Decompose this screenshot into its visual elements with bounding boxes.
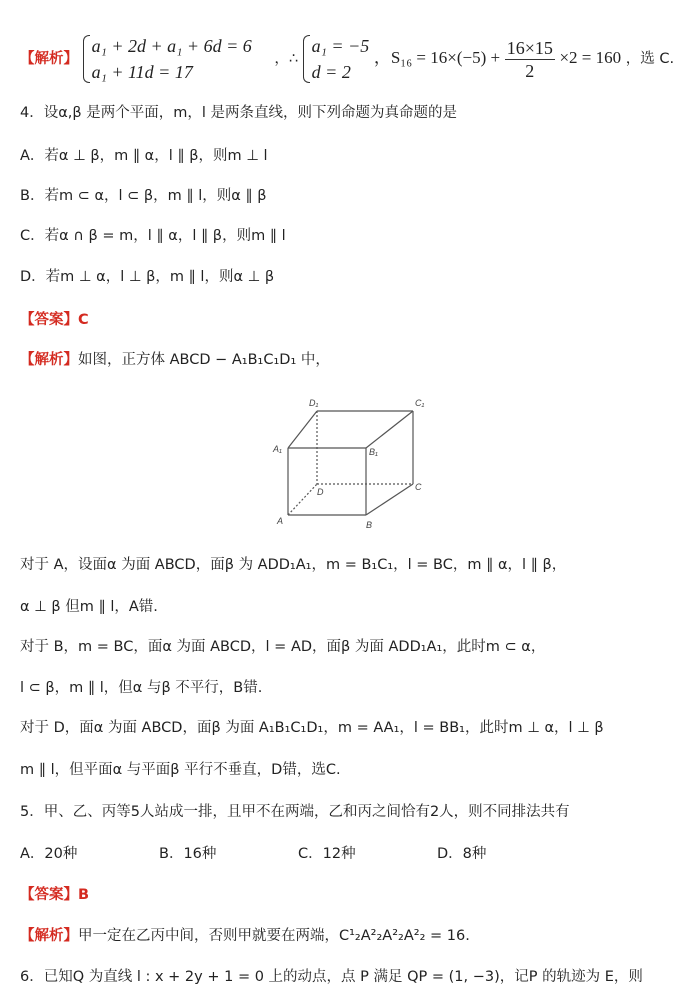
label-c: C <box>415 482 422 492</box>
q4-analysis-line-6: m ∥ l，但平面α 与平面β 平行不垂直，D错，选C. <box>20 762 341 778</box>
q4-analysis-line-4: l ⊂ β，m ∥ l，但α 与β 不平行，B错. <box>20 680 263 696</box>
label-c1: C₁ <box>415 398 425 408</box>
answer-value: C <box>78 312 89 328</box>
q4-analysis-intro: 【解析】如图，正方体 ABCD − A₁B₁C₁D₁ 中， <box>20 352 330 368</box>
equation-system-2: a₁ = −5 d = 2 <box>303 33 370 85</box>
q5-analysis: 【解析】甲一定在乙丙中间，否则甲就要在两端，C¹₂A²₂A²₂A²₂ = 16. <box>20 928 470 944</box>
q4-option-d: D．若m ⊥ α，l ⊥ β，m ∥ l，则α ⊥ β <box>20 269 275 285</box>
q3-solution <box>20 30 674 86</box>
label-d: D <box>317 487 324 497</box>
cube-figure <box>265 392 425 532</box>
label-b1: B₁ <box>369 447 378 457</box>
label-a: A <box>277 516 284 526</box>
answer-value: B <box>78 887 90 903</box>
q4-stem: 4．设α,β 是两个平面，m，l 是两条直线，则下列命题为真命题的是 <box>20 105 458 121</box>
fraction: $\frac{16\times 15}{2}$ <box>506 37 553 81</box>
q5-option-c: C．12种 <box>298 846 356 862</box>
q4-analysis-line-2: α ⊥ β 但m ∥ l，A错. <box>20 599 158 615</box>
q5-answer: 【答案】B <box>20 887 90 903</box>
label-a1: A₁ <box>273 444 282 454</box>
label-d1: D₁ <box>309 398 319 408</box>
label-b: B <box>366 520 373 530</box>
q4-answer: 【答案】C <box>20 312 89 328</box>
q4-analysis-line-5: 对于 D，面α 为面 ABCD，面β 为面 A₁B₁C₁D₁，m = AA₁，l = BB₁，此时m ⊥ α，l ⊥ β <box>20 720 604 736</box>
q5-option-b: B．16种 <box>159 846 217 862</box>
q4-option-c: C．若α ∩ β = m，l ∥ α，l ∥ β，则m ∥ l <box>20 228 286 244</box>
choice-text: ，选 C. <box>625 51 675 67</box>
q4-analysis-line-3: 对于 B，m = BC，面α 为面 ABCD，l = AD，面β 为面 ADD₁A₁，此时m ⊂ α， <box>20 639 546 655</box>
q5-option-d: D．8种 <box>437 846 487 862</box>
q4-analysis-line-1: 对于 A，设面α 为面 ABCD，面β 为 ADD₁A₁，m = B₁C₁，l = BC，m ∥ α，l ∥ β， <box>20 557 567 573</box>
equation-system-1: a₁ + 2d + a₁ + 6d = 6 a₁ + 11d = 17 <box>83 33 252 85</box>
analysis-tag: 【解析】 <box>20 51 78 67</box>
q5-stem: 5．甲、乙、丙等5人站成一排，且甲不在两端，乙和丙之间恰有2人，则不同排法共有 <box>20 804 570 820</box>
q6-stem: 6．已知Q 为直线 l : x + 2y + 1 = 0 上的动点，点 P 满足 QP = (1, −3)，记P 的轨迹为 E，则 <box>20 969 643 985</box>
q5-options <box>20 844 486 864</box>
therefore-symbol: ，∴ <box>274 51 299 67</box>
sum-formula-lhs: ，S₁₆ = 16×(−5) + <box>373 48 501 67</box>
q5-option-a: A．20种 <box>20 846 78 862</box>
q4-option-a: A．若α ⊥ β，m ∥ α，l ∥ β，则m ⊥ l <box>20 148 268 164</box>
q4-option-b: B．若m ⊂ α，l ⊂ β，m ∥ l，则α ∥ β <box>20 188 267 204</box>
sum-formula-rhs: ×2 = 160 <box>559 48 622 67</box>
